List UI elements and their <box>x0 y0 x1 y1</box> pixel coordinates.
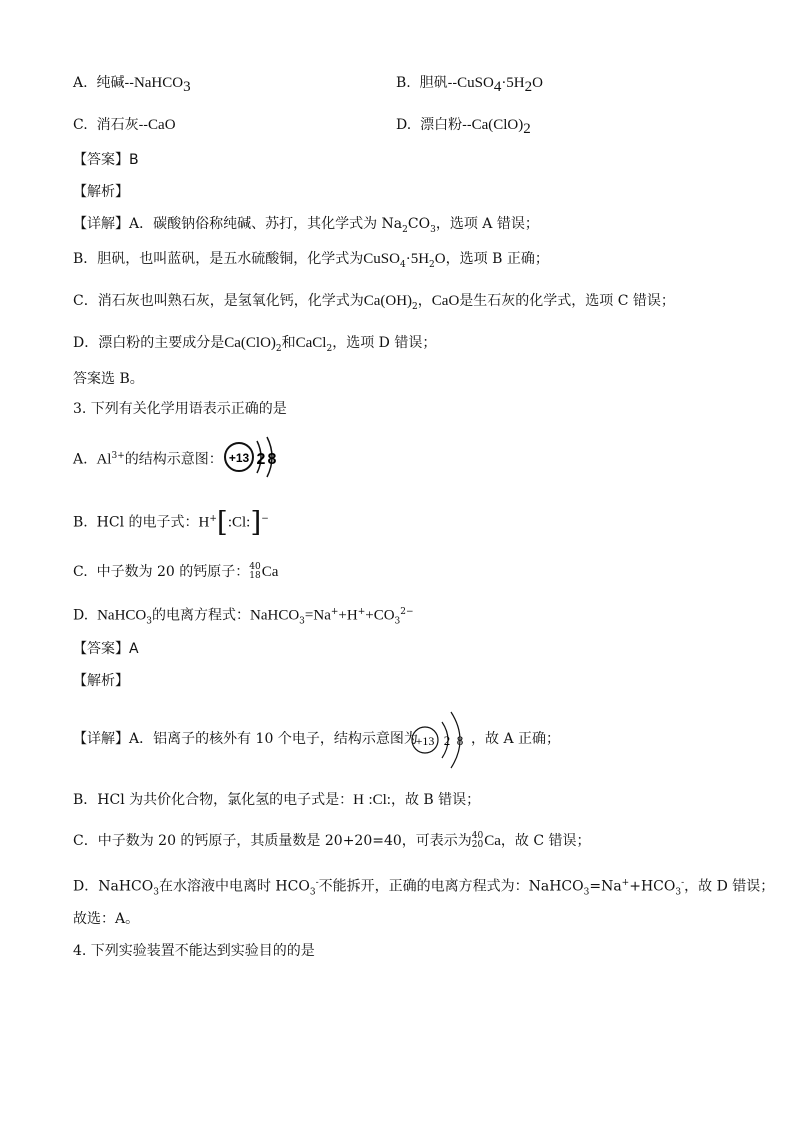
formula: :Cl: <box>368 792 391 808</box>
detail-text: ，选项 A 错误； <box>435 216 539 232</box>
atomic-number: 20 <box>471 840 484 850</box>
subscript: 3 <box>146 616 152 627</box>
superscript: + <box>357 607 366 617</box>
option-label: A. <box>73 451 88 468</box>
mass-number: 40 <box>249 562 261 572</box>
formula: CaO <box>148 117 176 133</box>
q3-option-a <box>73 446 223 470</box>
subscript: 3 <box>183 78 191 95</box>
option-label: C. <box>73 117 88 133</box>
element-symbol: Ca <box>484 833 501 849</box>
subscript: 2 <box>326 343 333 354</box>
superscript: 3+ <box>111 451 125 461</box>
subscript: 2 <box>524 78 533 95</box>
detail-text: ，故 A 正确； <box>471 731 561 747</box>
shell-2-count: 8 <box>267 451 277 468</box>
conclusion-text: 故选：A。 <box>73 911 140 927</box>
answer-value: A <box>129 641 139 657</box>
formula: +CO <box>365 607 395 624</box>
answer-tag: 【答案】 <box>73 641 129 657</box>
q2-detail-d <box>73 333 436 359</box>
shell-1-count: 2 <box>256 451 266 468</box>
formula: H <box>353 792 364 808</box>
subscript: 2 <box>402 224 408 235</box>
atom-structure-diagram-2 <box>409 708 471 772</box>
bracket-close: ] <box>250 505 262 539</box>
q3-analysis-tag <box>73 671 129 691</box>
option-label: A. <box>73 75 88 91</box>
formula: =Na <box>304 607 331 624</box>
subscript: 3 <box>299 616 305 627</box>
bracket-open: [ <box>216 505 228 539</box>
detail-text: C．消石灰也叫熟石灰，是氢氧化钙，化学式为 <box>73 293 364 309</box>
detail-text: 在水溶液中电离时 HCO <box>158 878 310 895</box>
formula: CuSO <box>457 75 494 91</box>
q3-stem <box>73 399 287 419</box>
q2-detail-a <box>73 214 539 240</box>
detail-text: +HCO <box>629 878 676 895</box>
option-text: 消石灰-- <box>96 117 149 133</box>
detail-text: 不能拆开，正确的电离方程式为：NaHCO <box>318 878 584 895</box>
detail-text: C．中子数为 20 的钙原子，其质量数是 20+20=40，可表示为 <box>73 833 472 849</box>
superscript: + <box>209 514 217 524</box>
superscript: + <box>621 878 630 888</box>
q2-option-c <box>73 115 176 135</box>
q2-analysis-tag <box>73 182 129 202</box>
element-symbol: Ca <box>261 564 279 580</box>
detail-text: ，故 D 错误； <box>684 878 775 895</box>
option-text: 的结构示意图： <box>124 451 223 468</box>
subscript: 4 <box>399 259 406 270</box>
q3-detail-d <box>73 873 774 902</box>
mass-number: 40 <box>471 831 484 841</box>
option-text: 纯碱-- <box>96 75 134 91</box>
formula: Ca(ClO) <box>224 335 276 351</box>
shell-1-count: 2 <box>443 733 451 748</box>
option-label: B. <box>396 75 411 91</box>
formula: CuSO <box>363 251 400 267</box>
atom-structure-diagram <box>221 435 281 479</box>
detail-text: B．HCl 为共价化合物，氯化氢的电子式是： <box>73 792 354 808</box>
option-text: 胆矾-- <box>419 75 458 91</box>
option-text: 漂白粉-- <box>420 117 472 133</box>
subscript: 2 <box>412 301 418 312</box>
formula: ·5H <box>405 251 430 267</box>
analysis-tag: 【解析】 <box>73 184 129 200</box>
formula: Ca(OH) <box>363 293 413 309</box>
q3-option-c <box>73 562 278 582</box>
subscript: 2 <box>523 120 531 137</box>
nucleus-charge: +13 <box>228 451 250 465</box>
detail-text: 和 <box>281 335 296 351</box>
q3-conclusion <box>73 909 139 929</box>
formula: CO <box>407 216 431 232</box>
superscript: 2− <box>400 607 414 617</box>
formula: NaHCO <box>97 607 147 624</box>
subscript: 2 <box>429 259 435 270</box>
nuclide-numbers <box>249 563 260 581</box>
superscript: + <box>330 607 339 617</box>
q2-detail-c <box>73 291 675 317</box>
detail-tag: 【详解】 <box>73 216 129 232</box>
superscript: - <box>681 878 685 888</box>
subscript: 2 <box>275 343 282 354</box>
subscript: 3 <box>309 887 316 898</box>
option-label: B. <box>73 514 88 531</box>
answer-tag: 【答案】 <box>73 152 129 168</box>
q2-detail-b <box>73 249 549 275</box>
formula: :Cl: <box>227 514 251 531</box>
detail-text: ，选项 D 错误； <box>332 335 437 351</box>
subscript: 3 <box>430 224 436 235</box>
q3-detail-a <box>73 729 418 749</box>
formula: +H <box>338 607 358 624</box>
option-label: D. <box>396 117 412 133</box>
answer-value: B <box>129 152 139 168</box>
formula: H <box>198 514 210 531</box>
q3-option-b <box>73 505 269 539</box>
detail-text: ，故 B 错误； <box>390 792 481 808</box>
question-stem: 4. 下列实验装置不能达到实验目的的是 <box>73 943 315 959</box>
formula: ·5H <box>501 75 525 91</box>
formula: Al <box>96 451 112 468</box>
nucleus-charge: +13 <box>415 734 435 748</box>
q2-option-d <box>396 115 531 139</box>
q3-detail-b <box>73 790 480 810</box>
q3-detail-a-end <box>471 729 560 749</box>
detail-text: B．胆矾，也叫蓝矾，是五水硫酸铜，化学式为 <box>73 251 364 267</box>
detail-text: ， <box>417 293 432 309</box>
option-text: 的电离方程式： <box>152 607 250 624</box>
q2-conclusion <box>73 369 144 389</box>
option-label: C. <box>73 564 88 580</box>
option-text: HCl 的电子式： <box>96 514 199 531</box>
detail-text: A．碳酸钠俗称纯碱、苏打，其化学式为 Na <box>129 216 403 232</box>
formula: O <box>532 75 543 91</box>
question-stem: 3. 下列有关化学用语表示正确的是 <box>73 401 287 417</box>
q3-option-d <box>73 602 414 631</box>
nuclide-numbers <box>472 832 483 850</box>
conclusion-text: 答案选 B。 <box>73 371 144 387</box>
formula: CaCl <box>295 335 327 351</box>
formula: Ca(ClO) <box>471 117 524 133</box>
q3-answer <box>73 639 139 659</box>
detail-text: D．NaHCO <box>73 878 154 895</box>
formula: CaO <box>431 293 460 309</box>
detail-text: ，故 C 错误； <box>500 833 591 849</box>
formula: O <box>434 251 446 267</box>
detail-text: 是生石灰的化学式，选项 C 错误； <box>459 293 675 309</box>
shell-2-count: 8 <box>456 733 464 748</box>
q2-option-a <box>73 73 191 97</box>
subscript: 3 <box>394 616 401 627</box>
detail-text: ，选项 B 正确； <box>445 251 549 267</box>
analysis-tag: 【解析】 <box>73 673 129 689</box>
q4-stem <box>73 941 315 961</box>
q2-answer <box>73 150 139 170</box>
formula: NaHCO <box>133 75 184 91</box>
detail-text: D．漂白粉的主要成分是 <box>73 335 225 351</box>
subscript: 4 <box>493 78 502 95</box>
option-label: D. <box>73 607 89 624</box>
q2-option-b <box>396 73 543 97</box>
subscript: 3 <box>675 887 682 898</box>
subscript: 3 <box>583 887 590 898</box>
q3-detail-c <box>73 831 591 851</box>
detail-tag: 【详解】 <box>73 731 129 747</box>
atomic-number: 18 <box>249 571 261 581</box>
formula: NaHCO <box>250 607 300 624</box>
superscript: - <box>315 878 319 888</box>
subscript: 3 <box>153 887 159 898</box>
option-text: 中子数为 20 的钙原子： <box>96 564 250 580</box>
detail-text: A．铝离子的核外有 10 个电子，结构示意图为 <box>129 731 418 747</box>
detail-text: =Na <box>589 878 622 895</box>
superscript: − <box>261 514 269 524</box>
